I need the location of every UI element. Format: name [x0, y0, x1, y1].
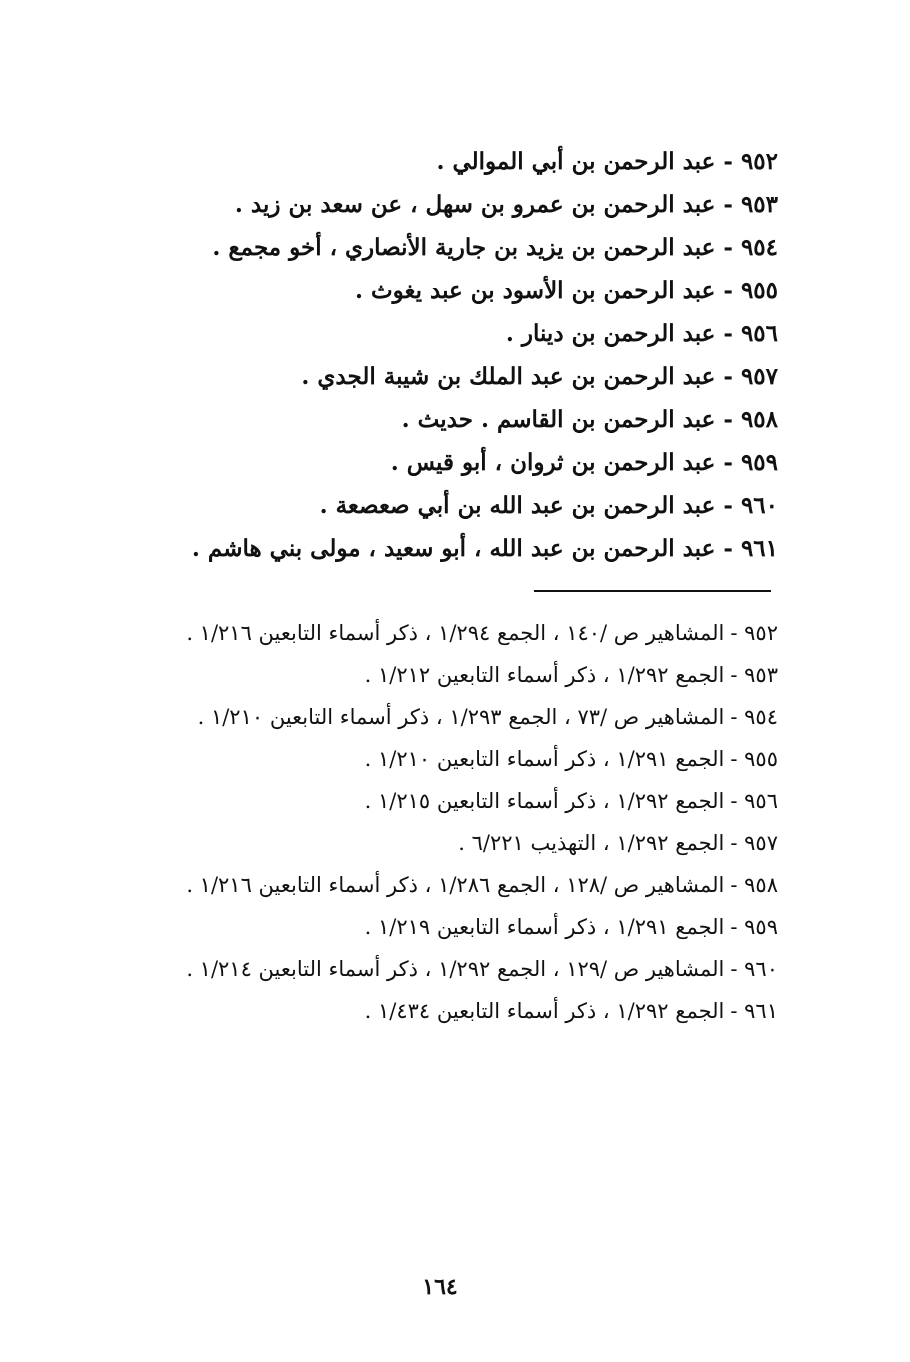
page-number: ١٦٤ [422, 1274, 458, 1300]
entry-number: ٩٥٥ - [723, 277, 778, 304]
entry-number: ٩٥٤ - [723, 234, 778, 261]
entry-text: عبد الرحمن بن أبي الموالي . [436, 148, 716, 175]
entry-text: عبد الرحمن بن ثروان ، أبو قيس . [390, 449, 716, 476]
entry-list [78, 140, 778, 570]
footnote-item [98, 906, 778, 948]
footnote-number: ٩٥٦ - [730, 789, 778, 813]
entry-item [78, 226, 778, 269]
footnote-number: ٩٥٨ - [730, 873, 778, 897]
entry-item [78, 355, 778, 398]
entry-text: عبد الرحمن بن عبد الله بن أبي صعصعة . [319, 492, 716, 519]
entry-item [78, 269, 778, 312]
entry-number: ٩٥٨ - [723, 406, 778, 433]
entry-item [78, 183, 778, 226]
footnote-item [98, 738, 778, 780]
footnote-text: المشاهير ص /١٢٩ ، الجمع ١/٢٩٢ ، ذكر أسماء التابعين ١/٢١٤ . [186, 957, 725, 981]
entry-number: ٩٥٦ - [723, 320, 778, 347]
footnote-text: المشاهير ص /١٢٨ ، الجمع ١/٢٨٦ ، ذكر أسماء التابعين ١/٢١٦ . [186, 873, 725, 897]
entry-number: ٩٦١ - [723, 535, 778, 562]
footnote-text: الجمع ١/٢٩٢ ، التهذيب ٦/٢٢١ . [458, 831, 725, 855]
footnote-divider [534, 590, 771, 592]
footnote-text: الجمع ١/٢٩١ ، ذكر أسماء التابعين ١/٢١٩ . [364, 915, 725, 939]
entry-text: عبد الرحمن بن يزيد بن جارية الأنصاري ، أخو مجمع . [212, 234, 716, 261]
entry-number: ٩٥٧ - [723, 363, 778, 390]
entry-text: عبد الرحمن بن القاسم . حديث . [401, 406, 716, 433]
footnote-item [98, 822, 778, 864]
footnote-text: الجمع ١/٢٩١ ، ذكر أسماء التابعين ١/٢١٠ . [364, 747, 725, 771]
footnote-item [98, 696, 778, 738]
footnote-text: المشاهير ص /١٤٠ ، الجمع ١/٢٩٤ ، ذكر أسماء التابعين ١/٢١٦ . [186, 621, 725, 645]
entry-number: ٩٥٩ - [723, 449, 778, 476]
entry-item [78, 140, 778, 183]
entry-text: عبد الرحمن بن عمرو بن سهل ، عن سعد بن زيد . [234, 191, 716, 218]
footnote-number: ٩٥٤ - [730, 705, 778, 729]
entry-text: عبد الرحمن بن عبد الملك بن شيبة الجدي . [301, 363, 716, 390]
footnote-text: المشاهير ص /٧٣ ، الجمع ١/٢٩٣ ، ذكر أسماء التابعين ١/٢١٠ . [197, 705, 725, 729]
entry-item [78, 312, 778, 355]
entry-number: ٩٥٢ - [723, 148, 778, 175]
entry-item [78, 398, 778, 441]
footnote-list [98, 612, 778, 1032]
footnote-number: ٩٥٧ - [730, 831, 778, 855]
entry-number: ٩٦٠ - [723, 492, 778, 519]
footnote-text: الجمع ١/٢٩٢ ، ذكر أسماء التابعين ١/٢١٢ . [364, 663, 725, 687]
footnote-number: ٩٦٠ - [730, 957, 778, 981]
footnote-number: ٩٥٣ - [730, 663, 778, 687]
entry-text: عبد الرحمن بن عبد الله ، أبو سعيد ، مولى بني هاشم . [191, 535, 716, 562]
footnote-number: ٩٦١ - [730, 999, 778, 1023]
entry-item [78, 484, 778, 527]
footnote-item [98, 864, 778, 906]
footnote-number: ٩٥٥ - [730, 747, 778, 771]
footnote-text: الجمع ١/٢٩٢ ، ذكر أسماء التابعين ١/٢١٥ . [364, 789, 725, 813]
footnote-item [98, 990, 778, 1032]
footnote-text: الجمع ١/٢٩٢ ، ذكر أسماء التابعين ١/٤٣٤ . [364, 999, 725, 1023]
footnote-item [98, 948, 778, 990]
entry-number: ٩٥٣ - [723, 191, 778, 218]
footnote-item [98, 780, 778, 822]
footnote-number: ٩٥٩ - [730, 915, 778, 939]
footnote-number: ٩٥٢ - [730, 621, 778, 645]
entry-text: عبد الرحمن بن دينار . [505, 320, 716, 347]
entry-item [78, 441, 778, 484]
footnote-item [98, 612, 778, 654]
entry-text: عبد الرحمن بن الأسود بن عبد يغوث . [354, 277, 716, 304]
footnote-item [98, 654, 778, 696]
entry-item [78, 527, 778, 570]
